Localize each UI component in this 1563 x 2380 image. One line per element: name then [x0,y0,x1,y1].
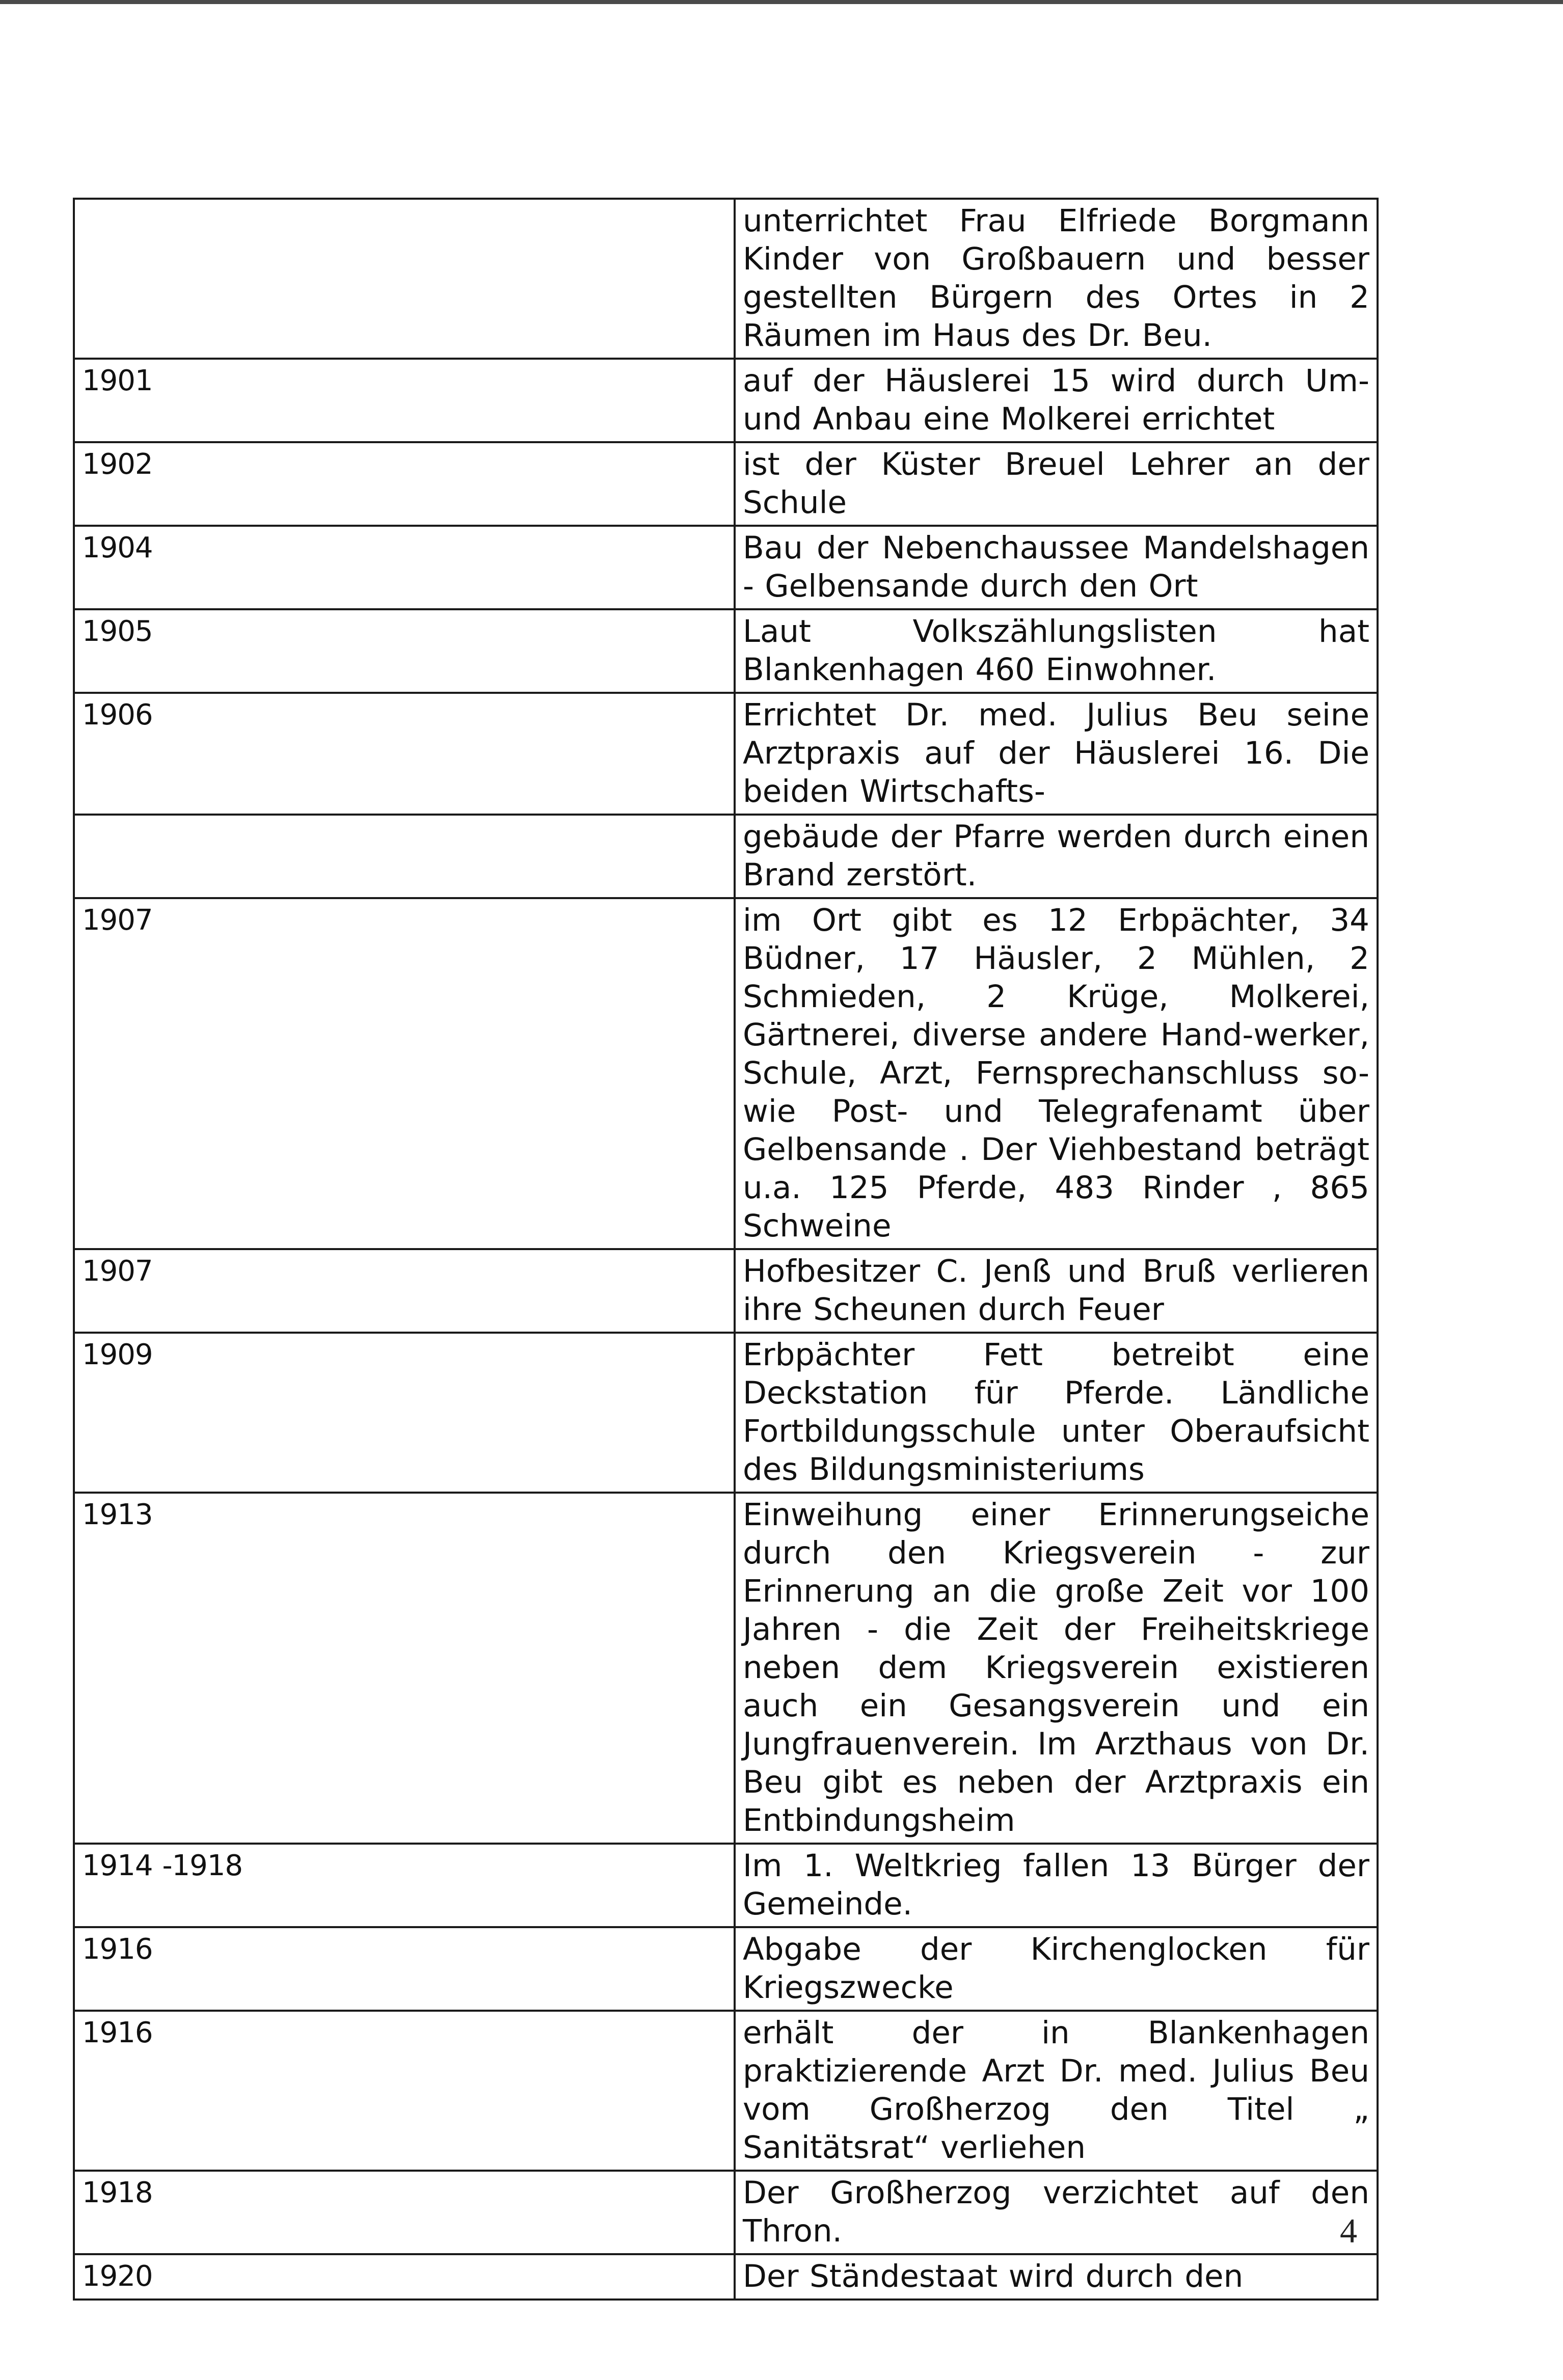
table-row [74,609,1378,693]
year-cell: 1907 [74,898,735,1249]
event-cell: Errichtet Dr. med. Julius Beu seine Arztpraxis auf der Häuslerei 16. Die beiden Wirtschafts- [735,693,1378,815]
event-cell: auf der Häuslerei 15 wird durch Um- und Anbau eine Molkerei errichtet [735,359,1378,442]
event-cell: unterrichtet Frau Elfriede Borgmann Kinder von Großbauern und besser gestellten Bürgern des Ortes in 2 Räumen im Haus des Dr. Beu. [735,199,1378,359]
year-cell: 1907 [74,1249,735,1333]
year-cell: 1909 [74,1333,735,1493]
page-number: 4 [1340,2211,1357,2250]
event-cell: Der Ständestaat wird durch den [735,2254,1378,2300]
table-row [74,815,1378,898]
chronicle-table [73,198,1379,2301]
table-row [74,526,1378,609]
table-row [74,1493,1378,1844]
event-cell: Hofbesitzer C. Jenß und Bruß verlieren ihre Scheunen durch Feuer [735,1249,1378,1333]
event-cell: Einweihung einer Erinnerungseiche durch den Kriegsverein - zur Erinnerung an die große Zeit vor 100 Jahren - die Zeit der Freiheitskriege neben dem Kriegsverein existieren auch ein Gesangsverein und ein Jungfrauenverein. Im Arzthaus von Dr. Beu gibt es neben der Arztpraxis ein Entbindungsheim [735,1493,1378,1844]
year-cell: 1905 [74,609,735,693]
table-row [74,2254,1378,2300]
table-row [74,1844,1378,1927]
table-row [74,2171,1378,2254]
event-cell: Im 1. Weltkrieg fallen 13 Bürger der Gemeinde. [735,1844,1378,1927]
event-cell: Abgabe der Kirchenglocken für Kriegszwecke [735,1927,1378,2011]
year-cell: 1904 [74,526,735,609]
year-cell [74,815,735,898]
top-scan-edge [0,0,1563,4]
event-cell: Erbpächter Fett betreibt eine Deckstation für Pferde. Ländliche Fortbildungsschule unter Oberaufsicht des Bildungsministeriums [735,1333,1378,1493]
table-row [74,1249,1378,1333]
table-row [74,693,1378,815]
table-row [74,1927,1378,2011]
event-cell: Laut Volkszählungslisten hat Blankenhagen 460 Einwohner. [735,609,1378,693]
event-cell: erhält der in Blankenhagen praktizierende Arzt Dr. med. Julius Beu vom Großherzog den Titel „ Sanitätsrat“ verliehen [735,2011,1378,2171]
table-row [74,1333,1378,1493]
year-cell: 1914 -1918 [74,1844,735,1927]
year-cell: 1901 [74,359,735,442]
table-row [74,442,1378,526]
event-cell: im Ort gibt es 12 Erbpächter, 34 Büdner, 17 Häusler, 2 Mühlen, 2 Schmieden, 2 Krüge, Molkerei, Gärtnerei, diverse andere Hand-werker, Schule, Arzt, Fernsprechanschluss so-wie Post- und Telegrafenamt über Gelbensande . Der Viehbestand beträgt u.a. 125 Pferde, 483 Rinder , 865 Schweine [735,898,1378,1249]
year-cell: 1920 [74,2254,735,2300]
year-cell: 1916 [74,1927,735,2011]
table-row [74,359,1378,442]
event-cell: Bau der Nebenchaussee Mandelshagen - Gelbensande durch den Ort [735,526,1378,609]
year-cell: 1902 [74,442,735,526]
event-cell: gebäude der Pfarre werden durch einen Brand zerstört. [735,815,1378,898]
table-row [74,898,1378,1249]
event-cell: Der Großherzog verzichtet auf den Thron. [735,2171,1378,2254]
year-cell: 1918 [74,2171,735,2254]
year-cell [74,199,735,359]
event-cell: ist der Küster Breuel Lehrer an der Schule [735,442,1378,526]
year-cell: 1906 [74,693,735,815]
table-row [74,199,1378,359]
table-row [74,2011,1378,2171]
year-cell: 1916 [74,2011,735,2171]
year-cell: 1913 [74,1493,735,1844]
